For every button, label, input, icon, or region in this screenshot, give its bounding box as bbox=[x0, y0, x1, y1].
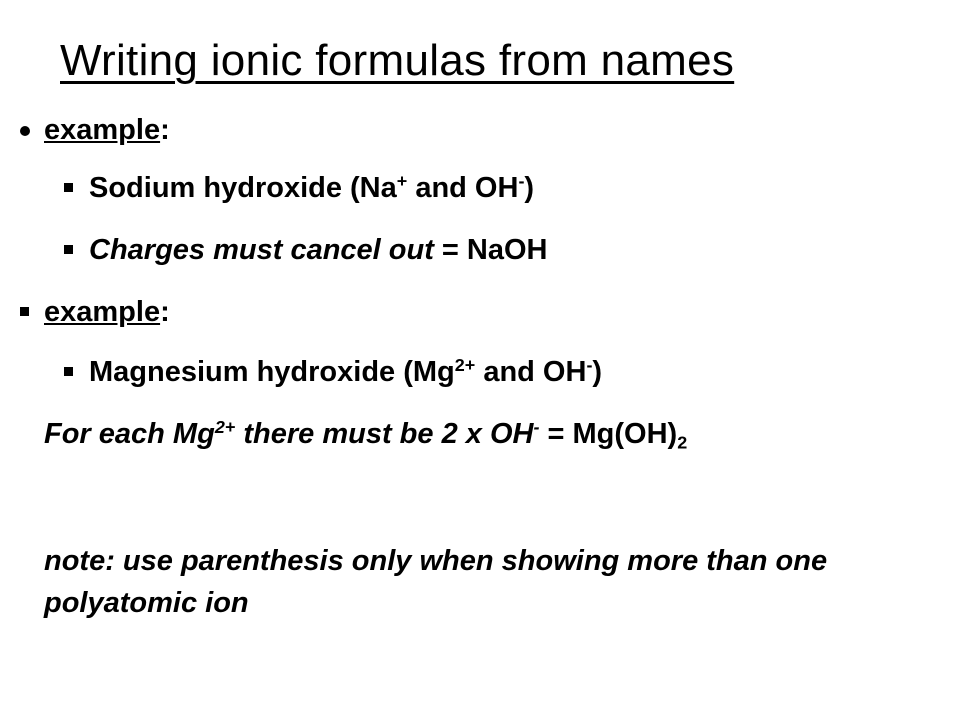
text-segment: there must be 2 x OH bbox=[235, 418, 534, 450]
example-2-heading bbox=[44, 296, 170, 329]
text-segment: ) bbox=[524, 172, 535, 204]
slide-title: Writing ionic formulas from names bbox=[60, 36, 735, 85]
note-text: note: use parenthesis only when showing more than one polyatomic ion bbox=[44, 545, 828, 619]
formula-text: = Mg(OH) bbox=[539, 418, 678, 450]
square-bullet-icon bbox=[64, 367, 73, 376]
text-segment: For each Mg bbox=[44, 418, 215, 450]
example-2-line-1 bbox=[89, 356, 602, 389]
example-2-line-2 bbox=[44, 418, 687, 451]
charge-superscript: - bbox=[518, 171, 525, 192]
text-segment: = NaOH bbox=[433, 234, 548, 266]
text-segment: Sodium hydroxide (Na bbox=[89, 172, 397, 204]
square-bullet-icon bbox=[20, 307, 29, 316]
bullet-dot-icon bbox=[20, 126, 30, 136]
example-2-colon: : bbox=[160, 296, 170, 328]
example-1-heading bbox=[44, 114, 170, 147]
text-segment: ) bbox=[592, 356, 603, 388]
example-1-colon: : bbox=[160, 114, 170, 146]
charge-superscript: - bbox=[533, 417, 540, 438]
example-1-label: example bbox=[44, 114, 161, 146]
text-segment: Magnesium hydroxide (Mg bbox=[89, 356, 455, 388]
text-segment: and OH bbox=[475, 356, 587, 388]
square-bullet-icon bbox=[64, 183, 73, 192]
charge-superscript: - bbox=[586, 355, 593, 376]
text-segment: and OH bbox=[407, 172, 519, 204]
example-1-line-2 bbox=[89, 234, 548, 267]
charge-superscript: 2+ bbox=[454, 355, 476, 376]
example-2-label: example bbox=[44, 296, 161, 328]
formula-subscript: 2 bbox=[677, 432, 688, 453]
square-bullet-icon bbox=[64, 245, 73, 254]
charge-superscript: 2+ bbox=[214, 417, 236, 438]
example-1-line-1 bbox=[89, 172, 534, 205]
charge-superscript: + bbox=[396, 171, 408, 192]
italic-text: Charges must cancel out bbox=[89, 234, 434, 266]
